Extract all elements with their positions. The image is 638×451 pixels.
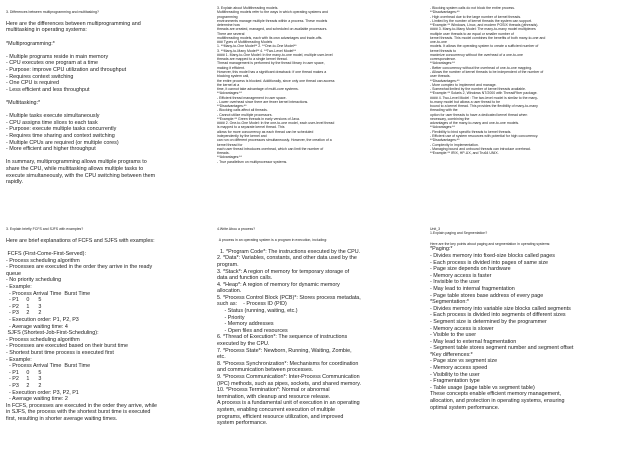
text-line: threading with the <box>430 108 458 113</box>
multithreading-models-continued-section <box>430 6 634 224</box>
text-line <box>6 244 208 251</box>
text-line: 7. *Process State*: Newborn, Running, Waiting, Zombie, <box>217 347 352 354</box>
text-line: first, resulting in shorter average waiting times. <box>6 415 118 422</box>
text-line <box>6 231 208 238</box>
text-line: In summary, multiprogramming allows multiple programs to <box>6 159 147 166</box>
text-line: **Advantages:** <box>217 91 242 96</box>
text-line: There are several <box>217 31 245 36</box>
text-line: #### 4. Two-Level Model : The two-level model is similar to the many- <box>430 95 539 100</box>
text-line: (IPC) methods, such as pipes, sockets, and shared memory. <box>217 380 362 387</box>
text-line: can run on different processors simultaneously. However, the creation of a <box>217 138 332 143</box>
text-line: - Efficient use of system resources with potential for high concurrency. <box>430 133 539 138</box>
text-line: 10. *Process Termination*: Normal or abnormal <box>217 387 330 394</box>
text-line <box>6 153 208 160</box>
text-line: A process in an operating system is a program in execution, including: <box>217 237 328 242</box>
text-line: - Processes are executed based on their burst time <box>6 343 128 350</box>
text-line: - Page size depends on hardware <box>430 266 511 273</box>
text-line: - Multiple CPUs are required (or multiple cores) <box>6 139 119 146</box>
text-line: Here are the key points about paging and segmentation in operating systems: <box>430 242 551 247</box>
text-line: programs, efficient resource utilization, and improved <box>217 413 344 420</box>
text-line: - P1 0 5 <box>6 297 42 304</box>
text-line: to-many model but allows a user thread to be <box>430 99 501 104</box>
text-line: - Execution order: P1, P2, P3 <box>6 316 79 323</box>
text-line: **Example:** IRIX, HP-UX, and Tru64 UNIX. <box>430 151 499 156</box>
text-line: - Limited by the number of kernel threads the system can support. <box>430 18 532 23</box>
text-line: - Requires context switching <box>6 73 74 80</box>
text-line: - Average waiting time: 4 <box>6 323 68 330</box>
text-line: kernel thread for <box>217 142 243 147</box>
text-line <box>6 47 208 54</box>
text-line: - Purpose: improve CPU utilization and throughput <box>6 67 127 74</box>
text-line: - Page table stores base address of every page <box>430 292 544 299</box>
text-line: rapidly. <box>6 179 23 186</box>
text-line: **Disadvantages:** <box>430 78 460 83</box>
text-line: one-to-one <box>430 40 447 45</box>
text-line: - Each process is divided into segments of different sizes <box>430 312 566 319</box>
text-line: and communication between processes. <box>217 367 314 374</box>
text-line: advantages of the many-to-many and one-to-one models. <box>430 121 520 126</box>
text-line: - Lower overhead since there are fewer kernel interactions. <box>217 99 309 104</box>
text-line: - Multiple programs reside in main memory <box>6 53 109 60</box>
text-line: program. <box>217 261 239 268</box>
text-line: *Multitasking:* <box>6 99 41 106</box>
text-line: Unit_3 <box>430 227 441 231</box>
text-line: - Each process is divided into pages of same size <box>430 259 549 266</box>
text-line: threads are mapped to a single kernel thread. <box>217 57 288 62</box>
text-line: - Complexity in implementation. <box>430 142 479 147</box>
text-line: - Visible to the user <box>430 332 477 339</box>
text-line: 4. *Heap*: A region of memory for dynamic memory <box>217 281 340 288</box>
text-line: - Process scheduling algorithm <box>6 257 80 264</box>
text-line: 3. Explain briefly FCFS and SJFS with examples? <box>6 227 84 231</box>
text-line: - Blocking calls affect all threads. <box>217 108 268 113</box>
text-line: - Efficient thread management in user space. <box>217 95 287 100</box>
text-line: Thread management is performed by the thread library in user space, <box>217 61 325 66</box>
text-line: 3. *Stack*: A region of memory for temporary storage of <box>217 268 350 275</box>
text-line: time, it cannot take advantage of multi-core systems. <box>217 87 299 92</box>
text-line: These concepts enable efficient memory management, <box>430 391 562 398</box>
text-line: - Process scheduling algorithm <box>6 336 80 343</box>
text-line: - Example: <box>6 284 32 291</box>
text-line: 6. *Thread of Execution*: The sequence of instructions <box>217 334 348 341</box>
text-line: - Better concurrency without the overhead of one-to-one mapping. <box>430 65 533 70</box>
text-line: multithreading models, each with its own advantages and trade-offs. <box>217 35 323 40</box>
text-line: correspondence. <box>430 57 457 62</box>
text-line: etc. <box>217 354 226 361</box>
text-line: - CPU executes one program at a time <box>6 60 98 67</box>
text-line: **Disadvantages:** <box>430 10 460 15</box>
text-line: - Memory addresses <box>217 321 274 328</box>
text-line: - Fragmentation type <box>430 378 480 385</box>
text-line: in SJFS, the process with the shortest burst time is executed <box>6 409 151 416</box>
text-line: - More complex to implement and manage. <box>430 82 497 87</box>
text-line: bound to a kernel thread. This provides the flexibility of many-to-many <box>430 104 538 109</box>
text-line: - Segment table stores segment number and segment offset <box>430 345 574 352</box>
text-line: independently by the kernel and <box>217 133 267 138</box>
text-line: 1. **Many-to-One Model** 2. **One-to-One Model** <box>217 44 297 49</box>
text-line: 1. *Program Code*: The instructions executed by the CPU. <box>217 248 361 255</box>
text-line: SJFS (Shortest-Job-First-Scheduling): <box>6 330 99 337</box>
text-line: allocation, and protection in operating systems, ensuring <box>430 398 565 405</box>
text-line: - Processes are executed in the order they arrive in the ready <box>6 264 153 271</box>
text-line: *Key differences:* <box>430 351 473 358</box>
multiprogramming-vs-multitasking-section <box>6 10 208 220</box>
text-line: - Shortest burst time process is executed first <box>6 349 114 356</box>
text-line: - Allows the number of kernel threads to be independent of the number of <box>430 69 544 74</box>
text-line: - May lead to internal fragmentation <box>430 285 515 292</box>
text-line: is mapped to a separate kernel thread. This <box>217 125 285 130</box>
text-line: multiple user threads to an equal or smaller number of <box>430 31 514 36</box>
text-line: - Requires time sharing and context switching <box>6 132 115 139</box>
text-line: termination, with cleanup and resource release. <box>217 393 331 400</box>
text-line: kernel threads. This model combines the benefits of both many-to-one and <box>430 35 546 40</box>
text-line: - Process Arrival Time Burst Time <box>6 363 91 370</box>
text-line: - Average waiting time: 2 <box>6 396 68 403</box>
text-line: - Cannot utilize multiple processors. <box>217 112 273 117</box>
text-line: **Advantages:** <box>430 61 455 66</box>
text-line: multitasking in operating systems: <box>6 27 87 34</box>
text-line: **Example:** Solaris 2, Windows NT/2000 with ThreadFiber package. <box>430 91 538 96</box>
text-line: - Page size vs segment size <box>430 358 498 365</box>
text-line: - No priority scheduling <box>6 277 62 284</box>
text-line: programming <box>217 14 238 19</box>
text-line <box>6 93 208 100</box>
text-line: such as: - Process ID (PID) <box>217 301 287 308</box>
text-line: share the CPU, while multitasking allows multiple tasks to <box>6 165 144 172</box>
text-line: **Disadvantages:** <box>430 138 460 143</box>
text-line: - CPU assigns time slices to each task <box>6 119 98 126</box>
multithreading-models-section <box>217 6 422 224</box>
text-line: determine how <box>217 23 240 28</box>
text-line: maximize concurrency without the overhead of a one-to-one <box>430 52 523 57</box>
text-line: - Divides memory into variable size blocks called segments <box>430 305 571 312</box>
text-line: - True parallelism on multiprocessor systems. <box>217 159 288 164</box>
text-line: - Execution order: P3, P2, P1 <box>6 389 79 396</box>
text-line: **Advantages:** <box>430 125 455 130</box>
text-line <box>6 14 208 21</box>
text-line: 3. **Many-to-Many Model** 4. **Two-Level Model** <box>217 48 296 53</box>
text-line: 3. Explain about Multithreading models. <box>217 6 279 10</box>
text-line: the kernel at a <box>217 82 240 87</box>
text-line: - Less efficient and less throughput <box>6 86 90 93</box>
text-line: #### 1. Many-to-One Model: In the many-to-one model, multiple user-level <box>217 52 333 57</box>
text-line: 2. *Data*: Variables, constants, and other data used by the <box>217 255 357 262</box>
text-line: - Open files and resources <box>217 327 288 334</box>
text-line: 8. *Process Synchronization*: Mechanisms for coordination <box>217 360 359 367</box>
text-line: - Divides memory into fixed-size blocks called pages <box>430 252 555 259</box>
text-line: - Memory access speed <box>430 365 488 372</box>
text-line: - P2 1 3 <box>6 376 42 383</box>
text-line: environments manage multiple threads within a process. These models <box>217 18 328 23</box>
text-line: executed by the CPU. <box>217 341 270 348</box>
text-line: - P3 2 2 <box>6 382 42 389</box>
text-line: - Invisible to the user <box>430 279 480 286</box>
text-line: #### 3. Many-to-Many Model: The many-to-many model multiplexes <box>430 27 536 32</box>
text-line: user threads. <box>430 74 451 79</box>
text-line: ### Types of Multithreading Models <box>217 40 273 45</box>
text-line: **Disadvantages:** <box>217 104 247 109</box>
text-line: - Priority <box>217 314 245 321</box>
text-line: - Segment size is determined by the programmer <box>430 318 547 325</box>
text-line: blocking system call, <box>217 74 250 79</box>
text-line: **Example:** Green threads in early versions of Java. <box>217 116 300 121</box>
text-line: Here are the differences between multiprogramming and <box>6 20 141 27</box>
text-line: system performance. <box>217 420 268 427</box>
text-line: - P3 2 2 <box>6 310 42 317</box>
text-line: - Managing bound and unbound threads can introduce overhead. <box>430 146 531 151</box>
text-line: the entire process is blocked. Additionally, since only one thread can access <box>217 78 335 83</box>
text-line: - Blocking system calls do not block the entire process. <box>430 6 516 10</box>
text-line: option for user threads to have a dedicated kernel thread when <box>430 112 528 117</box>
text-line: - One CPU is required <box>6 80 60 87</box>
text-line: - Memory access is faster <box>430 272 492 279</box>
text-line: In FCFS, processes are executed in the order they arrive, while <box>6 402 158 409</box>
text-line: - May lead to external fragmentation <box>430 338 517 345</box>
text-line: 3. Differences between multiprogramming and multitasking? <box>6 10 99 14</box>
text-line: 1.Explain paging and Segmentation? <box>430 231 488 236</box>
text-line <box>6 107 208 114</box>
text-line: - Example: <box>6 356 32 363</box>
text-line: - High overhead due to the large number of kernel threads. <box>430 14 522 19</box>
text-line <box>6 34 208 41</box>
text-line: kernel threads to <box>430 48 457 53</box>
text-line: FCFS (First-Come-First-Served): <box>6 251 86 258</box>
text-line: allows for more concurrency as each thread can be scheduled <box>217 129 314 134</box>
text-line: A process is a fundamental unit of execution in an operating <box>217 400 360 407</box>
text-line: - Status (running, waiting, etc.) <box>217 308 298 315</box>
text-line: *Paging:* <box>430 246 453 253</box>
text-line: 4.Write Abou a process? <box>217 227 256 231</box>
text-line: making it efficient. <box>217 65 245 70</box>
text-line: - Table usage (page table vs segment table) <box>430 384 535 391</box>
text-line: **Advantages:** <box>217 155 242 160</box>
text-line: - More efficient and higher throughput <box>6 146 96 153</box>
text-line: - Multiple tasks execute simultaneously <box>6 113 100 120</box>
text-line: data and function calls. <box>217 275 273 282</box>
text-line: *Multiprogramming:* <box>6 40 55 47</box>
text-line <box>430 236 634 243</box>
text-line: - P2 1 3 <box>6 303 42 310</box>
text-line: 9. *Process Communication*: Inter-Process Communication <box>217 374 360 380</box>
text-line: optimal system performance. <box>430 404 500 411</box>
text-line <box>217 242 422 249</box>
text-line: threads. <box>217 151 230 156</box>
text-line: **Example:** Windows, Linux, and modern POSIX threads (pthreads). <box>430 23 539 28</box>
text-line <box>217 231 422 238</box>
process-section <box>217 227 422 449</box>
text-line: models. It allows the operating system to create a sufficient number of <box>430 44 539 49</box>
text-line: queue <box>6 270 21 277</box>
text-line: threads are created, managed, and scheduled on available processors. <box>217 27 328 32</box>
text-line: - Memory access is slower <box>430 325 494 332</box>
paging-segmentation-section <box>430 227 634 449</box>
text-line: #### 2. One-to-One Model: In the one-to-one model, each user-level thread <box>217 121 335 126</box>
text-line: execute simultaneously, with the CPU switching between them <box>6 172 156 179</box>
text-line: - Flexibility to bind specific threads to kernel threads. <box>430 129 512 134</box>
text-line: 5. *Process Control Block (PCB)*: Stores process metadata, <box>217 294 361 301</box>
text-line: - Somewhat limited by the number of kernel threads available. <box>430 87 526 92</box>
text-line: Here are brief explanations of FCFS and SJFS with examples: <box>6 237 155 244</box>
text-line: *Segmentation:* <box>430 299 469 306</box>
text-line: - Process Arrival Time Burst Time <box>6 290 91 297</box>
text-line: - Visibility to the user <box>430 371 480 378</box>
text-line: Multithreading models refer to the ways in which operating systems and <box>217 10 328 15</box>
text-line: necessary, combining the <box>430 116 470 121</box>
text-line: each user thread introduces overhead, which can limit the number of <box>217 146 324 151</box>
text-line: However, this model has a significant drawback: if one thread makes a <box>217 69 327 74</box>
text-line: allocation. <box>217 288 242 295</box>
text-line: - Purpose: execute multiple tasks concurrently <box>6 126 117 133</box>
text-line: system, enabling concurrent execution of multiple <box>217 406 336 413</box>
text-line: - P1 0 5 <box>6 369 42 376</box>
fcfs-sjfs-section <box>6 227 208 449</box>
